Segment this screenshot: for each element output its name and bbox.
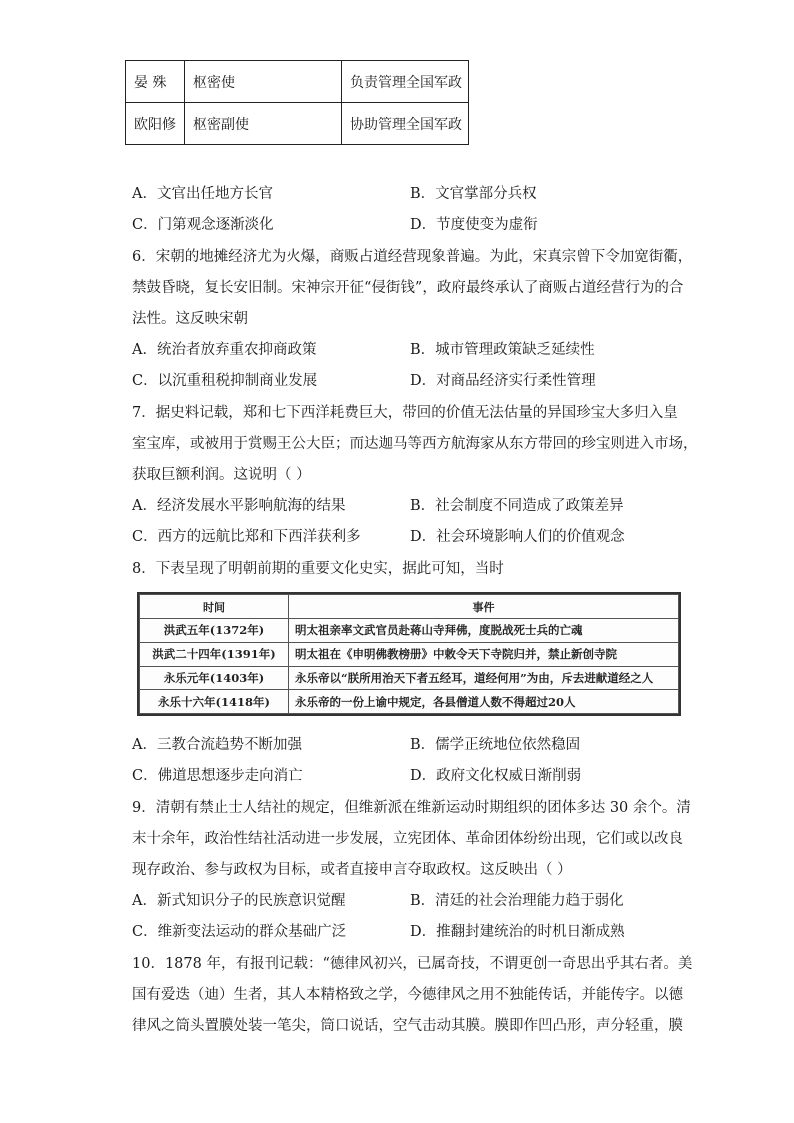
table-header-row: [140, 595, 679, 619]
q10-stem-line: 律风之筒头置膜处装一笔尖，筒口说话，空气击动其膜。膜即作凹凸形，声分轻重，膜: [132, 1018, 683, 1034]
ming-culture-table: [137, 592, 681, 716]
q8-option-c: C．佛道思想逐步走向消亡: [132, 768, 303, 784]
q9-option-b: B．清廷的社会治理能力趋于弱化: [410, 893, 624, 909]
q7-stem-line: 室宝库，或被用于赏赐王公大臣；而达迦马等西方航海家从东方带回的珍宝则进入市场，: [132, 436, 698, 452]
q5-option-a: A．文官出任地方长官: [132, 186, 273, 202]
q7-stem-line: 7．据史料记载，郑和七下西洋耗费巨大，带回的价值无法估量的异国珍宝大多归入皇: [132, 405, 678, 421]
table-row: [140, 642, 679, 666]
q7-option-c: C．西方的远航比郑和下西洋获利多: [132, 529, 361, 545]
column-header-event: 事件: [289, 595, 679, 619]
row-event: 明太祖在《申明佛教榜册》中敕令天下寺院归并，禁止新创寺院: [289, 642, 679, 666]
q5-option-d: D．节度使变为虚衔: [410, 217, 538, 233]
q7-stem-line: 获取巨额利润。这说明（ ）: [132, 467, 311, 483]
official-post: 枢密副使: [185, 103, 342, 145]
table-row: [140, 690, 679, 714]
q6-stem-line: 6．宋朝的地摊经济尤为火爆，商贩占道经营现象普遍。为此，宋真宗曾下令加宽街衢，: [132, 249, 693, 265]
official-post: 枢密使: [185, 61, 342, 103]
q5-option-c: C．门第观念逐渐淡化: [132, 217, 274, 233]
table-row: [140, 619, 679, 643]
q6-option-d: D．对商品经济实行柔性管理: [410, 373, 596, 389]
q10-stem-line: 国有爱迭（迪）生者，其人本精格致之学，今德律风之用不独能传话，并能传字。以德: [132, 987, 683, 1003]
q8-stem: 8．下表呈现了明朝前期的重要文化史实，据此可知，当时: [132, 561, 504, 577]
row-event: 明太祖亲率文武官员赴蒋山寺拜佛，度脱战死士兵的亡魂: [289, 619, 679, 643]
table-row: [126, 61, 469, 103]
q7-option-d: D．社会环境影响人们的价值观念: [410, 529, 625, 545]
q6-option-a: A．统治者放弃重农抑商政策: [132, 342, 317, 358]
q9-option-c: C．维新变法运动的群众基础广泛: [132, 924, 347, 940]
q7-option-a: A．经济发展水平影响航海的结果: [132, 498, 346, 514]
q6-stem-line: 法性。这反映宋朝: [132, 311, 248, 327]
row-event: 永乐帝的一份上谕中规定，各县僧道人数不得超过20人: [289, 690, 679, 714]
official-duty: 负责管理全国军政: [342, 61, 469, 103]
q6-stem-line: 禁鼓昏晓，复长安旧制。宋神宗开征“侵街钱”，政府最终承认了商贩占道经营行为的合: [132, 280, 684, 296]
row-time: 永乐十六年(1418年): [140, 690, 289, 714]
q9-stem-line: 9．清朝有禁止士人结社的规定，但维新派在维新运动时期组织的团体多达 30 余个。清: [132, 800, 691, 816]
q9-stem-line: 现存政治、参与政权为目标，或者直接申言夺取政权。这反映出（ ）: [132, 862, 572, 878]
q10-stem-line: 10．1878 年，有报刊记载：“德律风初兴，已属奇技，不谓更创一奇思出乎其右者。美: [132, 956, 693, 972]
row-time: 永乐元年(1403年): [140, 666, 289, 690]
q8-option-a: A．三教合流趋势不断加强: [132, 737, 302, 753]
q9-option-d: D．推翻封建统治的时机日渐成熟: [410, 924, 625, 940]
q6-option-c: C．以沉重租税抑制商业发展: [132, 373, 318, 389]
column-header-time: 时间: [140, 595, 289, 619]
official-name: 欧阳修: [126, 103, 185, 145]
officials-table: [125, 60, 469, 145]
q7-option-b: B．社会制度不同造成了政策差异: [410, 498, 624, 514]
table-row: [126, 103, 469, 145]
row-time: 洪武二十四年(1391年): [140, 642, 289, 666]
row-time: 洪武五年(1372年): [140, 619, 289, 643]
q8-option-d: D．政府文化权威日渐削弱: [410, 768, 582, 784]
q9-option-a: A．新式知识分子的民族意识觉醒: [132, 893, 346, 909]
official-duty: 协助管理全国军政: [342, 103, 469, 145]
official-name: 晏 殊: [126, 61, 185, 103]
table-row: [140, 666, 679, 690]
row-event: 永乐帝以“朕所用治天下者五经耳，道经何用”为由，斥去进献道经之人: [289, 666, 679, 690]
q6-option-b: B．城市管理政策缺乏延续性: [410, 342, 595, 358]
q9-stem-line: 末十余年，政治性结社活动进一步发展，立宪团体、革命团体纷纷出现，它们或以改良: [132, 831, 683, 847]
q8-option-b: B．儒学正统地位依然稳固: [410, 737, 581, 753]
q5-option-b: B．文官掌部分兵权: [410, 186, 537, 202]
